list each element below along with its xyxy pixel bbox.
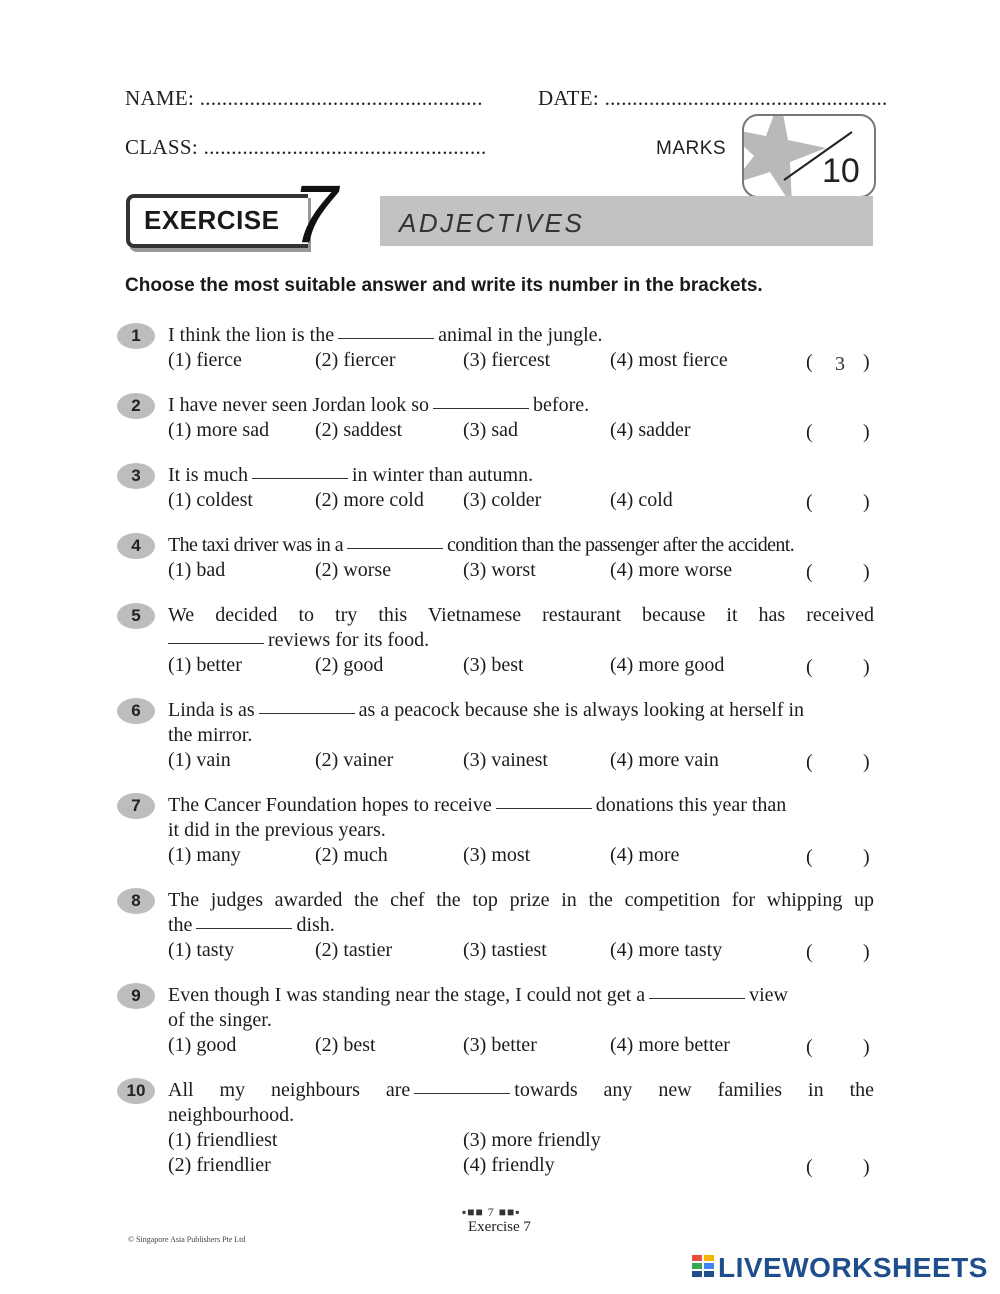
answer-blank bbox=[433, 407, 529, 409]
date-row bbox=[538, 86, 888, 111]
answer-blank bbox=[259, 712, 355, 714]
bracket-close: ) bbox=[863, 846, 870, 868]
option[interactable]: (2) fiercer bbox=[315, 349, 396, 371]
question-text: I think the lion is the animal in the jungle. bbox=[168, 324, 603, 346]
option[interactable]: (1) bad bbox=[168, 559, 226, 581]
bracket-open: ( bbox=[806, 751, 813, 773]
bracket-open: ( bbox=[806, 421, 813, 443]
question-number: 4 bbox=[117, 533, 155, 559]
date-label: DATE: bbox=[538, 86, 599, 110]
answer-blank bbox=[252, 477, 348, 479]
date-dots: ................................................... bbox=[604, 86, 888, 110]
topic-title: ADJECTIVES bbox=[399, 208, 585, 238]
option[interactable]: (3) tastiest bbox=[463, 939, 547, 961]
option[interactable]: (2) friendlier bbox=[168, 1154, 271, 1176]
question-text: Even though I was standing near the stage, I could not get a view bbox=[168, 984, 788, 1006]
bracket-open: ( bbox=[806, 561, 813, 583]
copyright: © Singapore Asia Publishers Pte Ltd bbox=[128, 1235, 246, 1244]
question-text: All my neighbours are towards any new families in the bbox=[168, 1079, 874, 1101]
bracket-close: ) bbox=[863, 656, 870, 678]
option[interactable]: (2) good bbox=[315, 654, 384, 676]
bracket-close: ) bbox=[863, 421, 870, 443]
answer-blank bbox=[196, 927, 292, 929]
option[interactable]: (1) more sad bbox=[168, 419, 270, 441]
option[interactable]: (4) most fierce bbox=[610, 349, 728, 371]
question-text: It is much in winter than autumn. bbox=[168, 464, 534, 486]
marks-box bbox=[742, 114, 876, 198]
question-text: I have never seen Jordan look so before. bbox=[168, 394, 590, 416]
option[interactable]: (1) vain bbox=[168, 749, 231, 771]
option[interactable]: (2) tastier bbox=[315, 939, 393, 961]
bracket-open: ( bbox=[806, 846, 813, 868]
option[interactable]: (4) more worse bbox=[610, 559, 733, 581]
option[interactable]: (4) cold bbox=[610, 489, 673, 511]
option[interactable]: (3) most bbox=[463, 844, 531, 866]
option[interactable]: (2) more cold bbox=[315, 489, 424, 511]
option[interactable]: (1) good bbox=[168, 1034, 237, 1056]
question-text-line2: it did in the previous years. bbox=[168, 819, 386, 841]
bracket-close: ) bbox=[863, 751, 870, 773]
option[interactable]: (4) more good bbox=[610, 654, 725, 676]
question-text: The Cancer Foundation hopes to receive donations this year than bbox=[168, 794, 787, 816]
answer-blank bbox=[496, 807, 592, 809]
option[interactable]: (1) tasty bbox=[168, 939, 235, 961]
option[interactable]: (4) more tasty bbox=[610, 939, 723, 961]
bracket-open: ( bbox=[806, 491, 813, 513]
option[interactable]: (1) coldest bbox=[168, 489, 253, 511]
bracket-open: ( bbox=[806, 941, 813, 963]
option[interactable]: (3) sad bbox=[463, 419, 518, 441]
question-number: 8 bbox=[117, 888, 155, 914]
option[interactable]: (3) better bbox=[463, 1034, 537, 1056]
option[interactable]: (3) worst bbox=[463, 559, 536, 581]
question-text-line2: reviews for its food. bbox=[168, 629, 429, 652]
option[interactable]: (3) colder bbox=[463, 489, 542, 511]
question-text-line2: the mirror. bbox=[168, 724, 253, 746]
question-number: 3 bbox=[117, 463, 155, 489]
option[interactable]: (2) best bbox=[315, 1034, 376, 1056]
class-row bbox=[125, 135, 487, 160]
question-text: The taxi driver was in a condition than the passenger after the accident. bbox=[168, 534, 795, 556]
question-number: 10 bbox=[117, 1078, 155, 1104]
name-label: NAME: bbox=[125, 86, 195, 110]
bracket-open: ( bbox=[806, 1156, 813, 1178]
bracket-close: ) bbox=[863, 1036, 870, 1058]
option[interactable]: (2) worse bbox=[315, 559, 392, 581]
option[interactable]: (4) more bbox=[610, 844, 680, 866]
bracket-open: ( bbox=[806, 656, 813, 678]
question-number: 6 bbox=[117, 698, 155, 724]
answer-blank bbox=[414, 1092, 510, 1094]
question-text: We decided to try this Vietnamese restaurant because it has received bbox=[168, 604, 874, 626]
question-text-line2: neighbourhood. bbox=[168, 1104, 295, 1126]
option[interactable]: (1) friendliest bbox=[168, 1129, 278, 1151]
bracket-open: ( bbox=[806, 351, 813, 373]
bracket-close: ) bbox=[863, 561, 870, 583]
answer-blank bbox=[338, 337, 434, 339]
page-label: Exercise 7 bbox=[468, 1219, 531, 1235]
option[interactable]: (2) vainer bbox=[315, 749, 394, 771]
question-text: Linda is as as a peacock because she is always looking at herself in bbox=[168, 699, 805, 721]
question-text-line2: of the singer. bbox=[168, 1009, 272, 1031]
option[interactable]: (4) sadder bbox=[610, 419, 691, 441]
answer-blank bbox=[347, 547, 443, 549]
question-number: 2 bbox=[117, 393, 155, 419]
liveworksheets-brand[interactable]: LIVEWORKSHEETS bbox=[718, 1252, 988, 1283]
question-number: 7 bbox=[117, 793, 155, 819]
topic-bar bbox=[380, 196, 873, 246]
option[interactable]: (3) fiercest bbox=[463, 349, 551, 371]
answer-field[interactable]: 3 bbox=[835, 353, 845, 375]
option[interactable]: (4) friendly bbox=[463, 1154, 555, 1176]
marks-total: 10 bbox=[822, 152, 860, 190]
bracket-close: ) bbox=[863, 351, 870, 373]
bracket-close: ) bbox=[863, 491, 870, 513]
exercise-word: EXERCISE bbox=[144, 205, 280, 235]
name-dots: ................................................... bbox=[199, 86, 483, 110]
class-label: CLASS: bbox=[125, 135, 198, 159]
question-text: The judges awarded the chef the top prize in the competition for whipping up bbox=[168, 889, 874, 911]
option[interactable]: (3) vainest bbox=[463, 749, 548, 771]
answer-blank bbox=[649, 997, 745, 999]
option[interactable]: (2) much bbox=[315, 844, 388, 866]
class-dots: ................................................... bbox=[203, 135, 487, 159]
option[interactable]: (4) more better bbox=[610, 1034, 730, 1056]
page-marker: ▪■■ 7 ■■▪ bbox=[462, 1205, 521, 1219]
bracket-close: ) bbox=[863, 1156, 870, 1178]
bracket-close: ) bbox=[863, 941, 870, 963]
option[interactable]: (4) more vain bbox=[610, 749, 719, 771]
marks-label: MARKS bbox=[656, 138, 727, 159]
option[interactable]: (3) best bbox=[463, 654, 524, 676]
question-number: 5 bbox=[117, 603, 155, 629]
name-row bbox=[125, 86, 483, 111]
instruction: Choose the most suitable answer and write its number in the brackets. bbox=[125, 275, 763, 296]
answer-blank bbox=[168, 642, 264, 644]
question-number: 1 bbox=[117, 323, 155, 349]
option[interactable]: (3) more friendly bbox=[463, 1129, 601, 1151]
liveworksheets-logo-icon bbox=[692, 1255, 716, 1281]
question-text-line2: the dish. bbox=[168, 914, 335, 936]
option[interactable]: (2) saddest bbox=[315, 419, 403, 441]
option[interactable]: (1) many bbox=[168, 844, 241, 866]
option[interactable]: (1) fierce bbox=[168, 349, 242, 371]
option[interactable]: (1) better bbox=[168, 654, 242, 676]
exercise-number: 7 bbox=[292, 169, 338, 260]
question-number: 9 bbox=[117, 983, 155, 1009]
bracket-open: ( bbox=[806, 1036, 813, 1058]
